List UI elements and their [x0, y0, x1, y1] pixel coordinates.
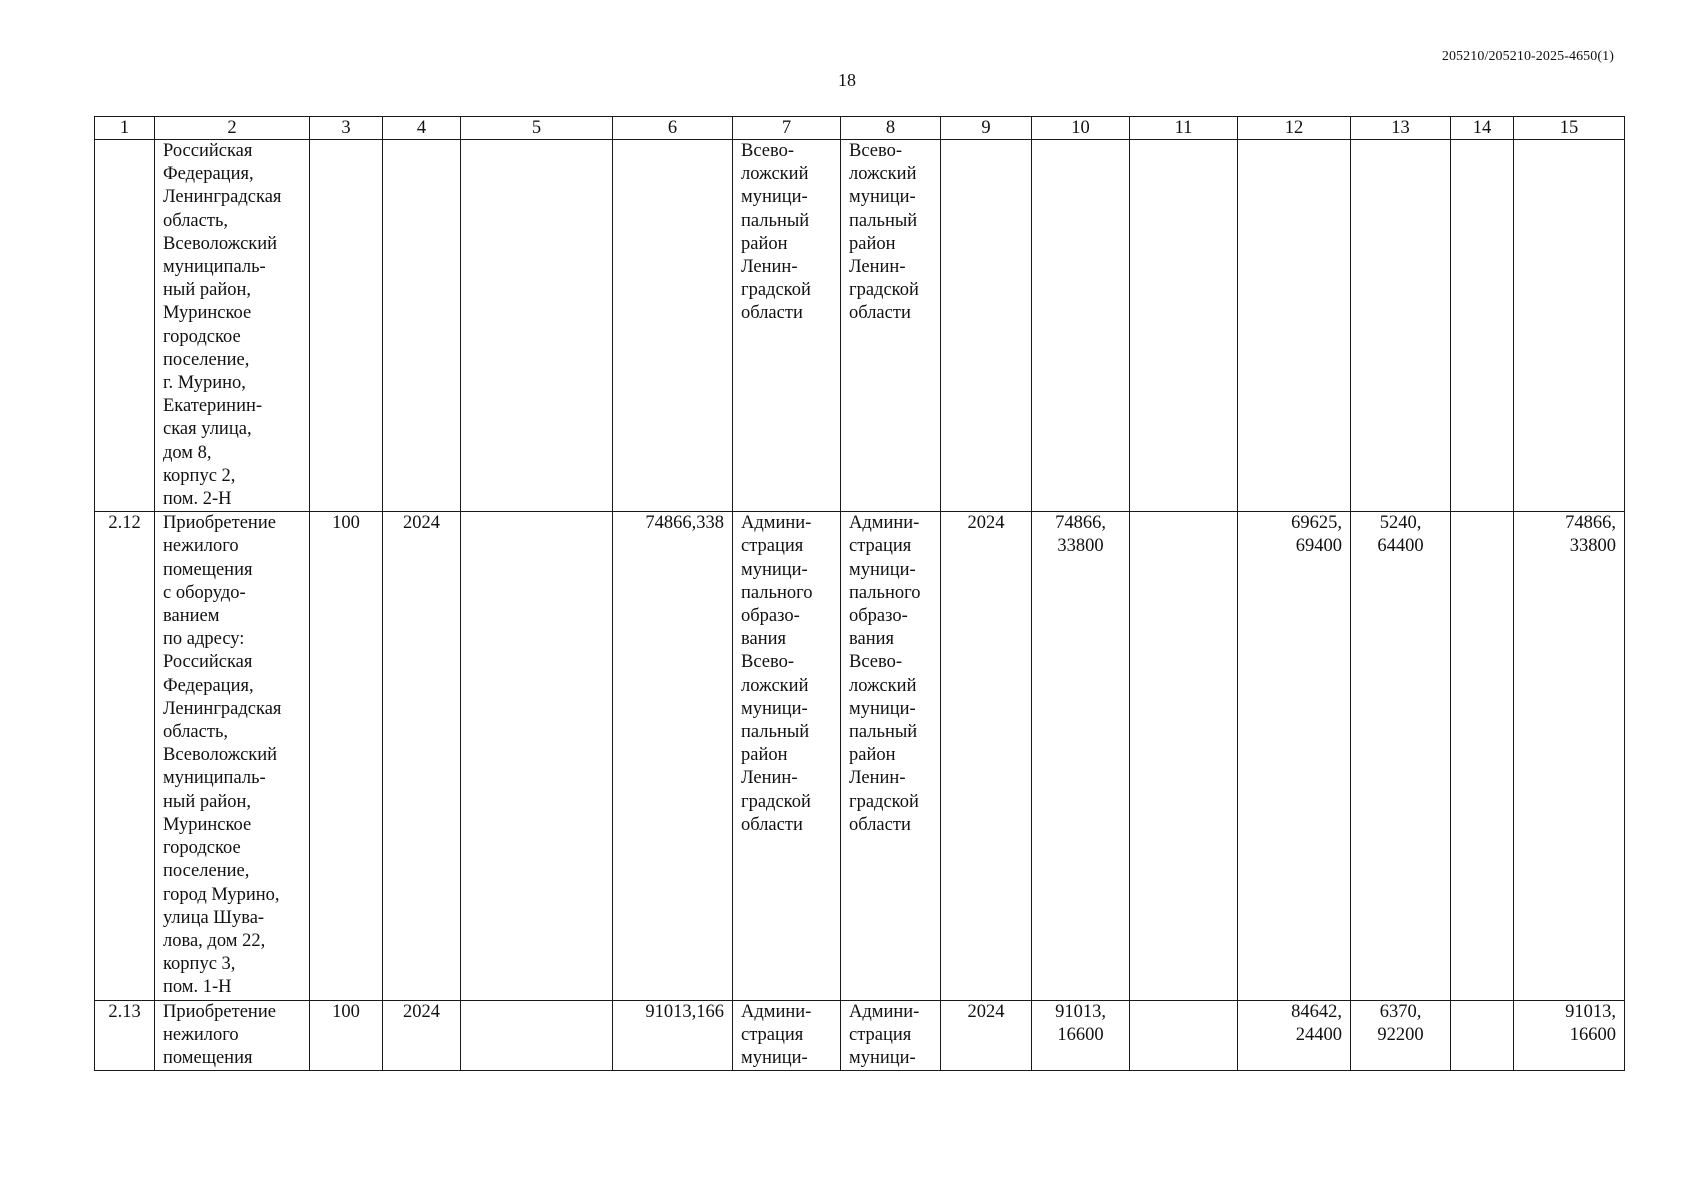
cell-col14	[1451, 140, 1514, 512]
cell-col13	[1351, 140, 1451, 512]
column-header: 8	[841, 117, 941, 140]
cell-col15: 74866, 33800	[1514, 512, 1625, 1000]
cell-col14	[1451, 1000, 1514, 1071]
column-header: 1	[95, 117, 155, 140]
cell-col12: 69625, 69400	[1238, 512, 1351, 1000]
cell-col9: 2024	[941, 512, 1032, 1000]
cell-col3	[310, 140, 383, 512]
cell-col14	[1451, 512, 1514, 1000]
cell-item-number: 2.12	[95, 512, 155, 1000]
cell-col4	[383, 140, 461, 512]
cell-item-number: 2.13	[95, 1000, 155, 1071]
page-number: 18	[838, 70, 856, 90]
column-header: 14	[1451, 117, 1514, 140]
cell-col9	[941, 140, 1032, 512]
cell-col12: 84642, 24400	[1238, 1000, 1351, 1071]
cell-col7: Админи- страция муници-	[733, 1000, 841, 1071]
column-header: 13	[1351, 117, 1451, 140]
cell-col13: 6370, 92200	[1351, 1000, 1451, 1071]
table-row-continuation	[95, 140, 1625, 512]
document-registration-number: 205210/205210-2025-4650(1)	[1441, 49, 1614, 64]
cell-col15	[1514, 140, 1625, 512]
cell-col10: 74866, 33800	[1032, 512, 1130, 1000]
cell-object-description: Российская Федерация, Ленинградская область, Всеволожский муниципаль- ный район, Муринское городское поселение, г. Мурино, Екатеринин- ская улица, дом 8, корпус 2, пом. 2-Н	[155, 140, 310, 512]
cell-col5	[461, 1000, 613, 1071]
cell-col6: 91013,166	[613, 1000, 733, 1071]
column-header: 4	[383, 117, 461, 140]
cell-col6	[613, 140, 733, 512]
column-header: 3	[310, 117, 383, 140]
cell-col15: 91013, 16600	[1514, 1000, 1625, 1071]
cell-col9: 2024	[941, 1000, 1032, 1071]
cell-col5	[461, 140, 613, 512]
column-header: 15	[1514, 117, 1625, 140]
cell-col12	[1238, 140, 1351, 512]
cell-object-description: Приобретение нежилого помещения	[155, 1000, 310, 1071]
column-header: 12	[1238, 117, 1351, 140]
column-header: 2	[155, 117, 310, 140]
cell-col11	[1130, 1000, 1238, 1071]
cell-col7: Всево- ложский муници- пальный район Ленин- градской области	[733, 140, 841, 512]
column-header: 6	[613, 117, 733, 140]
column-header: 7	[733, 117, 841, 140]
cell-col4: 2024	[383, 1000, 461, 1071]
cell-col4: 2024	[383, 512, 461, 1000]
cell-col8: Всево- ложский муници- пальный район Ленин- градской области	[841, 140, 941, 512]
cell-col6: 74866,338	[613, 512, 733, 1000]
column-header: 10	[1032, 117, 1130, 140]
cell-object-description: Приобретение нежилого помещения с оборудо- ванием по адресу: Российская Федерация, Ленинградская область, Всеволожский муниципаль- ный район, Муринское городское поселение, город Мурино, улица Шува- лова, дом 22, корпус 3, пом. 1-Н	[155, 512, 310, 1000]
cell-item-number	[95, 140, 155, 512]
column-header: 11	[1130, 117, 1238, 140]
cell-col8: Админи- страция муници-	[841, 1000, 941, 1071]
column-header: 9	[941, 117, 1032, 140]
cell-col7: Админи- страция муници- пального образо- вания Всево- ложский муници- пальный район Ленин- градской области	[733, 512, 841, 1000]
cell-col3: 100	[310, 1000, 383, 1071]
column-number-row	[95, 117, 1625, 140]
cell-col13: 5240, 64400	[1351, 512, 1451, 1000]
cell-col8: Админи- страция муници- пального образо- вания Всево- ложский муници- пальный район Ленин- градской области	[841, 512, 941, 1000]
cell-col5	[461, 512, 613, 1000]
data-table	[94, 116, 1625, 1071]
cell-col11	[1130, 512, 1238, 1000]
table-row-2-13	[95, 1000, 1625, 1071]
cell-col3: 100	[310, 512, 383, 1000]
cell-col10: 91013, 16600	[1032, 1000, 1130, 1071]
column-header: 5	[461, 117, 613, 140]
cell-col10	[1032, 140, 1130, 512]
table-row-2-12	[95, 512, 1625, 1000]
cell-col11	[1130, 140, 1238, 512]
